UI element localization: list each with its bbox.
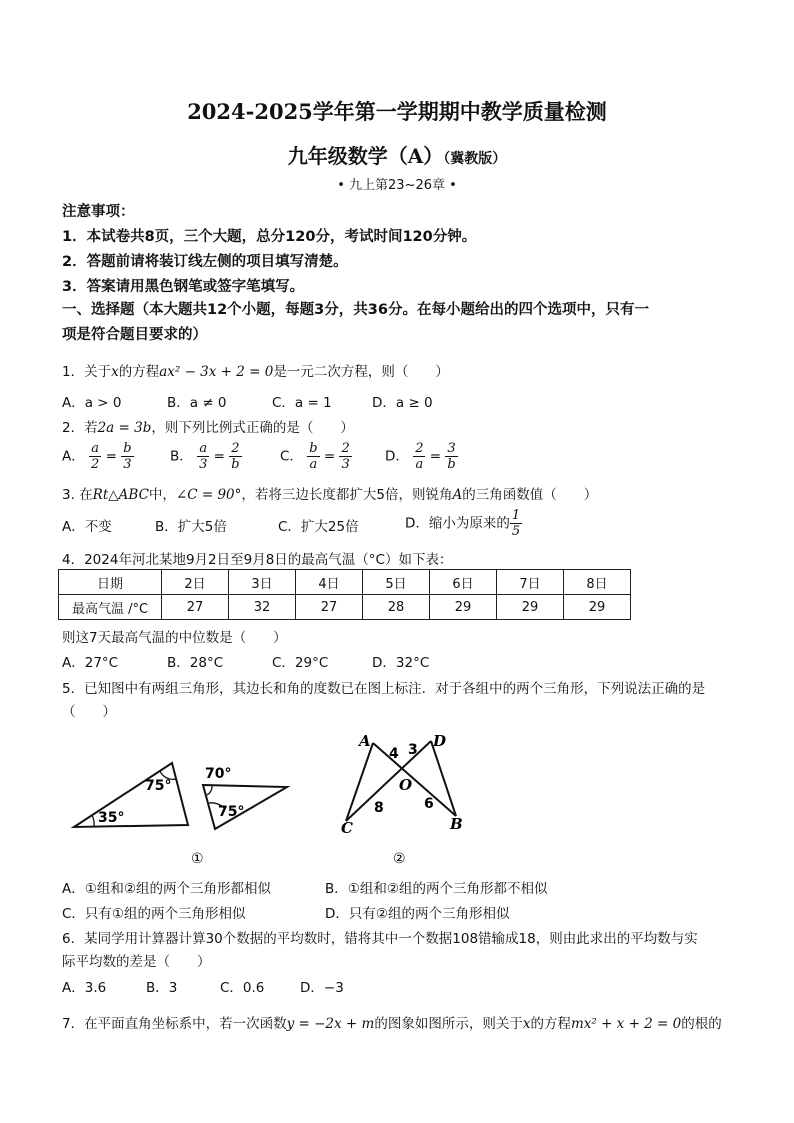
numerator: 1: [511, 508, 521, 523]
numerator: 3: [445, 441, 457, 457]
numerator: b: [309, 441, 318, 456]
q7-pre: 7．在平面直角坐标系中，若一次函数: [62, 1016, 287, 1032]
vertex-label: D: [433, 732, 447, 750]
angle-arc: [207, 785, 212, 795]
q6-option-b: B．3: [146, 980, 178, 996]
q3-option-b: B．扩大5倍: [155, 519, 227, 535]
fraction: [197, 441, 209, 472]
denominator: 3: [123, 457, 132, 472]
q7-equation: mx² + x + 2 = 0: [570, 1016, 682, 1032]
table-header-cell: 8日: [564, 570, 631, 595]
fraction: [89, 441, 101, 472]
question-6-stem-cont: 际平均数的差是（ ）: [62, 954, 211, 970]
q3-triangle: Rt△ABC: [92, 487, 149, 503]
q7-mid2: 的方程: [530, 1016, 571, 1032]
question-5-stem-cont: （ ）: [62, 704, 116, 720]
notes-heading: 注意事项：: [62, 204, 135, 220]
q3-option-a: A．不变: [62, 519, 112, 535]
side-label: 4: [389, 746, 399, 762]
fraction: [510, 508, 522, 539]
numerator: a: [197, 441, 209, 457]
q2-option-a: A． $\frac{a}{2}$ = $\frac{b}{3}$: [62, 441, 132, 472]
q1-post: 是一元二次方程，则（ ）: [273, 364, 449, 380]
triangles-figure: [60, 725, 500, 870]
fraction: [229, 441, 241, 472]
vertex-label: O: [399, 776, 413, 794]
q1-equation: ax² − 3x + 2 = 0: [159, 364, 274, 380]
question-7-stem: [62, 1012, 722, 1032]
subtitle-edition: （冀教版）: [443, 151, 507, 167]
q1-option-d: D．a ≥ 0: [372, 395, 433, 411]
table-cell: 29: [564, 595, 631, 620]
fraction: [339, 441, 351, 472]
question-1-stem: [62, 360, 449, 380]
triangle-1a: [74, 763, 188, 827]
q5-option-d: D．只有②组的两个三角形相似: [325, 906, 510, 922]
side-label: 6: [424, 796, 434, 812]
q2-option-c: C． $\frac{b}{a}$ = $\frac{2}{3}$: [280, 441, 350, 472]
q2-option-d: D． $\frac{2}{a}$ = $\frac{3}{b}$: [385, 441, 456, 472]
angle-arc: [92, 815, 94, 827]
q2-option-label: C．: [280, 448, 303, 465]
numerator: 2: [415, 441, 424, 456]
q4-option-b: B．28°C: [167, 655, 224, 671]
question-3-stem: [62, 483, 597, 503]
q1-mid: 的方程: [118, 364, 160, 380]
q3-option-d: [405, 508, 522, 539]
q1-var: x: [111, 364, 119, 380]
angle-label: 35°: [98, 810, 125, 826]
question-6-stem: 6．某同学用计算器计算30个数据的平均数时，错将其中一个数据108错输成18，则由此求出的平均数与实: [62, 931, 698, 947]
q7-function: y = −2x + m: [286, 1016, 375, 1032]
q6-option-d: D．−3: [300, 980, 344, 996]
fraction: [307, 441, 319, 472]
angle-label: 75°: [145, 778, 172, 794]
side-label: 3: [408, 742, 418, 758]
exam-subtitle: [0, 140, 794, 169]
q3-pre: 3. 在: [62, 487, 93, 503]
denominator: a: [309, 457, 318, 472]
question-4-stem: 4．2024年河北某地9月2日至9月8日的最高气温（°C）如下表：: [62, 552, 453, 568]
exam-title: 2024-2025学年第一学期期中教学质量检测: [187, 99, 607, 124]
subtitle-main: 九年级数学（A）: [287, 144, 444, 168]
q7-post: 的根的: [681, 1016, 722, 1032]
figure-1: [74, 763, 287, 867]
temperature-table: [58, 569, 631, 620]
section-heading-line2: 项是符合题目要求的）: [62, 327, 207, 343]
q5-option-a: A．①组和②组的两个三角形都相似: [62, 881, 271, 897]
table-cell: 27: [162, 595, 229, 620]
q2-option-label: A．: [62, 448, 85, 465]
table-cell: 28: [363, 595, 430, 620]
denominator: 2: [91, 457, 100, 472]
q2-post: ，则下列比例式正确的是（ ）: [151, 420, 354, 436]
q2-option-label: B．: [170, 448, 193, 465]
table-cell: 27: [296, 595, 363, 620]
note-item: 1．本试卷共8页，三个大题，总分120分，考试时间120分钟。: [62, 229, 477, 245]
q2-option-b: B． $\frac{a}{3}$ = $\frac{2}{b}$: [170, 441, 240, 472]
q3-post: ，若将三边长度都扩大5倍，则锐角: [241, 487, 453, 503]
denominator: b: [231, 457, 240, 472]
table-header-cell: 6日: [430, 570, 497, 595]
denominator: b: [447, 457, 456, 472]
q6-option-c: C．0.6: [220, 980, 265, 996]
q6-option-a: A．3.6: [62, 980, 107, 996]
q3-option-d-text: D．缩小为原来的: [405, 515, 510, 532]
q3-end: 的三角函数值（ ）: [462, 487, 598, 503]
q3-mid: 中，: [148, 487, 176, 503]
q1-option-a: A．a > 0: [62, 395, 122, 411]
table-header-cell: 4日: [296, 570, 363, 595]
table-row-label: 最高气温 /°C: [59, 595, 162, 620]
q5-option-c: C．只有①组的两个三角形相似: [62, 906, 246, 922]
q4-option-c: C．29°C: [272, 655, 329, 671]
table-header-cell: 3日: [229, 570, 296, 595]
fraction: [121, 441, 133, 472]
numerator: b: [123, 441, 132, 456]
table-header-cell: 5日: [363, 570, 430, 595]
triangle-1b: [203, 785, 287, 829]
vertex-label: C: [341, 819, 353, 837]
numerator: a: [89, 441, 101, 457]
vertex-label: B: [450, 815, 463, 833]
table-row: [59, 595, 631, 620]
q2-pre: 2．若: [62, 420, 98, 436]
side-label: 8: [374, 800, 384, 816]
numerator: 2: [341, 441, 350, 456]
q5-option-b: B．①组和②组的两个三角形都不相似: [325, 881, 548, 897]
denominator: a: [415, 457, 424, 472]
table-header-cell: 日期: [59, 570, 162, 595]
q4-option-d: D．32°C: [372, 655, 430, 671]
q2-equation: 2a = 3b: [97, 420, 152, 436]
q4-question: 则这7天最高气温的中位数是（ ）: [62, 630, 287, 646]
note-item: 2．答题前请将装订线左侧的项目填写清楚。: [62, 254, 348, 270]
table-cell: 32: [229, 595, 296, 620]
note-item: 3．答案请用黑色钢笔或签字笔填写。: [62, 279, 305, 295]
denominator: 3: [341, 457, 350, 472]
q3-angle: ∠C = 90°: [175, 487, 242, 503]
question-5-stem: 5．已知图中有两组三角形，其边长和角的度数已在图上标注．对于各组中的两个三角形，下列说法正确的是: [62, 681, 706, 697]
q1-option-c: C．a = 1: [272, 395, 332, 411]
figure-label: ①: [191, 851, 204, 867]
table-header-cell: 2日: [162, 570, 229, 595]
vertex-label: A: [359, 732, 371, 750]
q4-option-a: A．27°C: [62, 655, 119, 671]
fraction: [445, 441, 457, 472]
denominator: 3: [199, 457, 208, 472]
angle-label: 70°: [205, 766, 232, 782]
angle-label: 75°: [218, 804, 245, 820]
q1-pre: 1．关于: [62, 364, 112, 380]
numerator: 2: [229, 441, 241, 457]
fraction: [413, 441, 425, 472]
section-heading-line1: 一、选择题（本大题共12个小题，每题3分，共36分。在每小题给出的四个选项中，只有一: [62, 302, 649, 318]
figure-label: ②: [393, 851, 406, 867]
table-cell: 29: [430, 595, 497, 620]
q7-mid: 的图象如图所示，则关于: [374, 1016, 523, 1032]
table-row: [59, 570, 631, 595]
table-cell: 29: [497, 595, 564, 620]
denominator: 5: [511, 524, 521, 539]
figure-2: [341, 732, 463, 867]
question-2-stem: [62, 416, 354, 436]
exam-scope: • 九上第23~26章 •: [337, 178, 457, 193]
q3-option-c: C．扩大25倍: [278, 519, 359, 535]
table-header-cell: 7日: [497, 570, 564, 595]
q3-var: A: [452, 487, 463, 503]
q1-option-b: B．a ≠ 0: [167, 395, 227, 411]
q2-option-label: D．: [385, 448, 409, 465]
q7-var: x: [522, 1016, 531, 1032]
